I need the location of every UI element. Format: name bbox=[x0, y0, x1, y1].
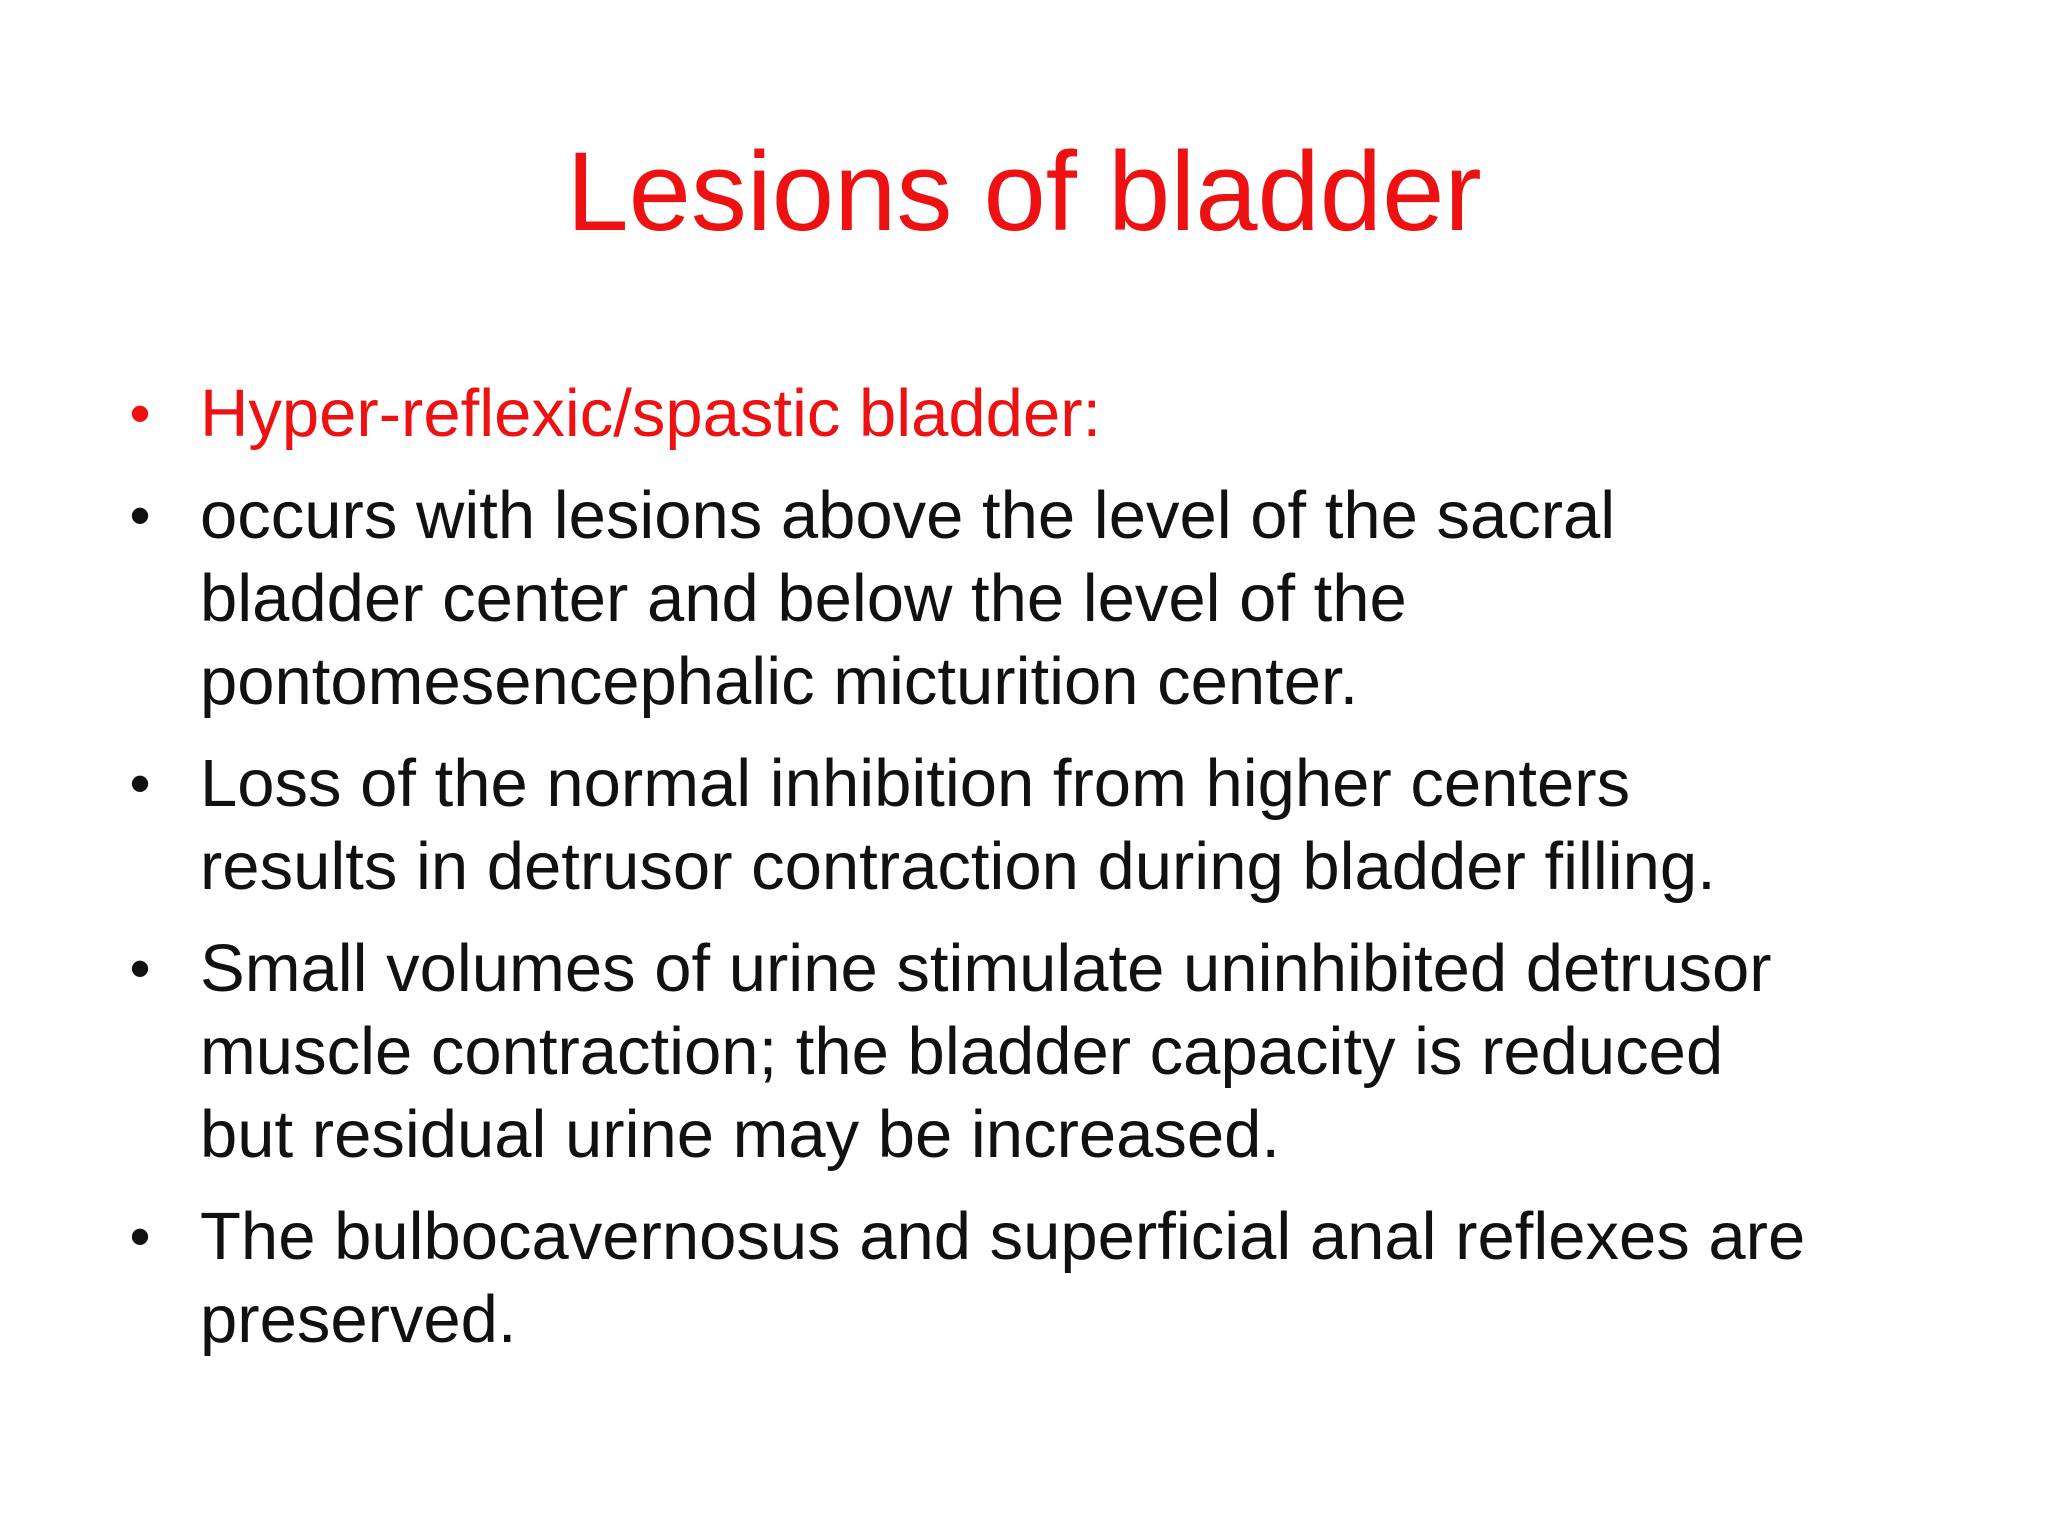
bullet-list bbox=[120, 372, 1940, 1380]
bullet-text: Hyper-reflexic/spastic bladder: bbox=[200, 376, 1102, 451]
bullet-text: occurs with lesions above the level of the sacral bladder center and below the level of the pontomesencephalic micturition center. bbox=[200, 478, 1616, 719]
bullet-item bbox=[120, 742, 1940, 908]
bullet-item bbox=[120, 474, 1940, 723]
bullet-text: Small volumes of urine stimulate uninhibited detrusor muscle contraction; the bladder capacity is reduced but residual urine may be increased. bbox=[200, 931, 1772, 1172]
bullet-text: The bulbocavernosus and superficial anal reflexes are preserved. bbox=[200, 1199, 1806, 1357]
bullet-item bbox=[120, 1195, 1940, 1361]
bullet-dot-icon: • bbox=[129, 935, 151, 1002]
bullet-dot-icon: • bbox=[129, 750, 151, 817]
bullet-text: Loss of the normal inhibition from higher centers results in detrusor contraction during bladder filling. bbox=[200, 746, 1716, 904]
bullet-item bbox=[120, 927, 1940, 1176]
bullet-dot-icon: • bbox=[129, 380, 151, 447]
slide-title: Lesions of bladder bbox=[566, 129, 1482, 254]
bullet-dot-icon: • bbox=[129, 1203, 151, 1270]
bullet-dot-icon: • bbox=[129, 482, 151, 549]
bullet-item bbox=[120, 372, 1940, 455]
